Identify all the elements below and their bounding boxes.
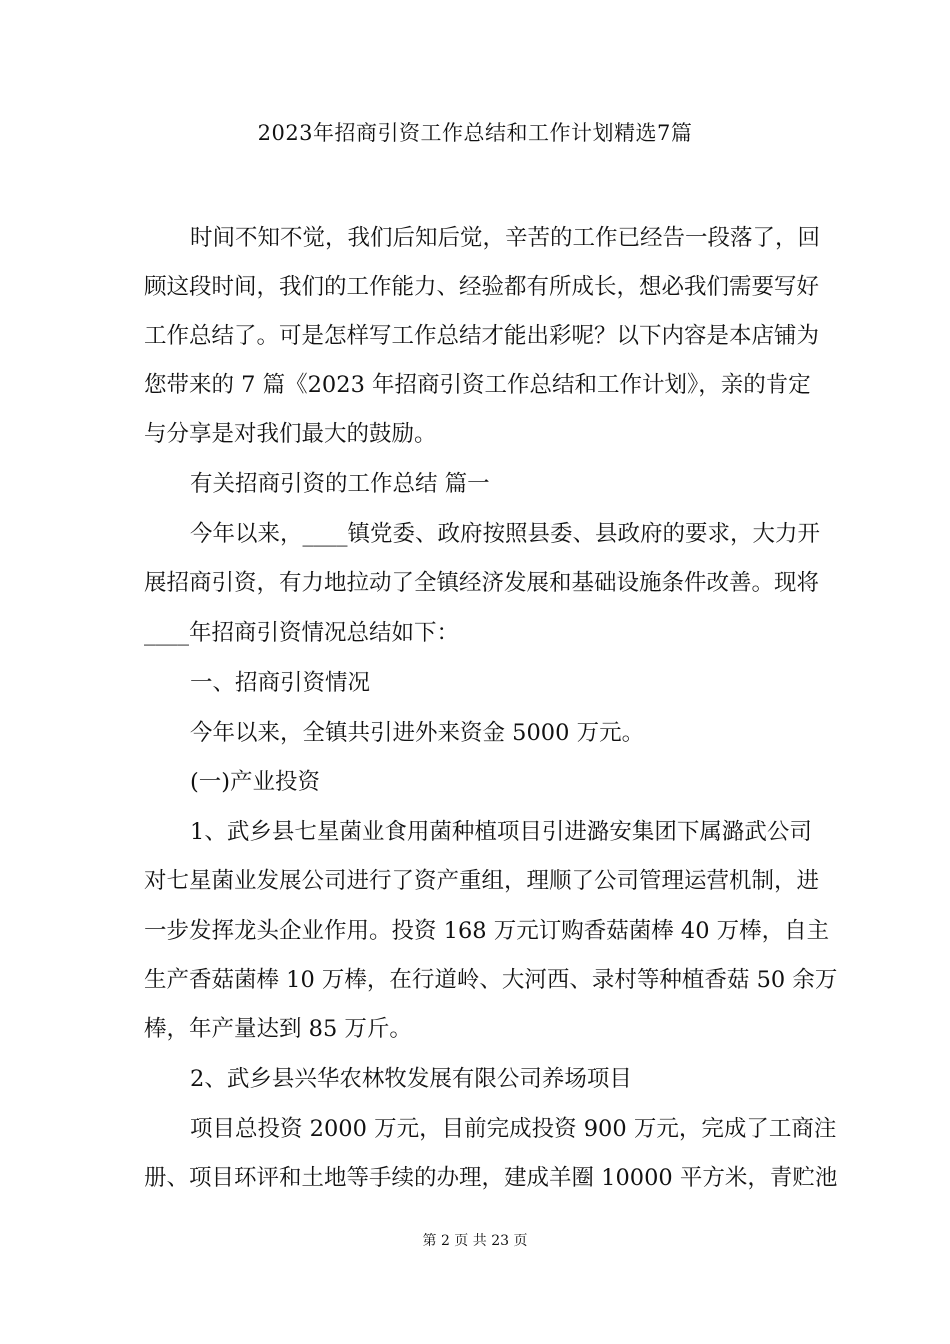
section-heading: 有关招商引资的工作总结 篇一 (190, 471, 490, 497)
paragraph-line: 工作总结了。可是怎样写工作总结才能出彩呢？以下内容是本店铺为 (144, 323, 820, 349)
section-heading: 一、招商引资情况 (190, 670, 371, 696)
paragraph-line: 顾这段时间，我们的工作能力、经验都有所成长，想必我们需要写好 (144, 274, 820, 300)
subsection-heading: 2、武乡县兴华农林牧发展有限公司养场项目 (190, 1066, 632, 1092)
paragraph-line: 1、武乡县七星菌业食用菌种植项目引进潞安集团下属潞武公司 (190, 819, 812, 845)
page-footer: 第 2 页 共 23 页 (422, 1233, 528, 1249)
paragraph-line: 对七星菌业发展公司进行了资产重组，理顺了公司管理运营机制，进 (144, 868, 820, 894)
paragraph-line: 一步发挥龙头企业作用。投资 168 万元订购香菇菌棒 40 万棒，自主 (144, 918, 830, 944)
paragraph-line: 您带来的 7 篇《2023 年招商引资工作总结和工作计划》，亲的肯定 (144, 372, 811, 398)
paragraph-line: 棒，年产量达到 85 万斤。 (144, 1016, 412, 1042)
paragraph-line: 展招商引资，有力地拉动了全镇经济发展和基础设施条件改善。现将 (144, 570, 820, 596)
subsection-heading: (一)产业投资 (190, 769, 321, 795)
paragraph-line: 与分享是对我们最大的鼓励。 (144, 421, 437, 447)
paragraph-line: 今年以来，全镇共引进外来资金 5000 万元。 (190, 720, 645, 746)
paragraph-line: 项目总投资 2000 万元，目前完成投资 900 万元，完成了工商注 (190, 1116, 837, 1142)
paragraph-line: 生产香菇菌棒 10 万棒，在行道岭、大河西、录村等种植香菇 50 余万 (144, 967, 838, 993)
paragraph-line: ____年招商引资情况总结如下： (144, 620, 460, 646)
paragraph-line: 册、项目环评和土地等手续的办理，建成羊圈 10000 平方米，青贮池 (144, 1165, 838, 1191)
document-title: 2023年招商引资工作总结和工作计划精选7篇 (257, 121, 693, 145)
paragraph-line: 时间不知不觉，我们后知后觉，辛苦的工作已经告一段落了，回 (190, 225, 821, 251)
paragraph-line: 今年以来，____镇党委、政府按照县委、县政府的要求，大力开 (190, 521, 821, 547)
